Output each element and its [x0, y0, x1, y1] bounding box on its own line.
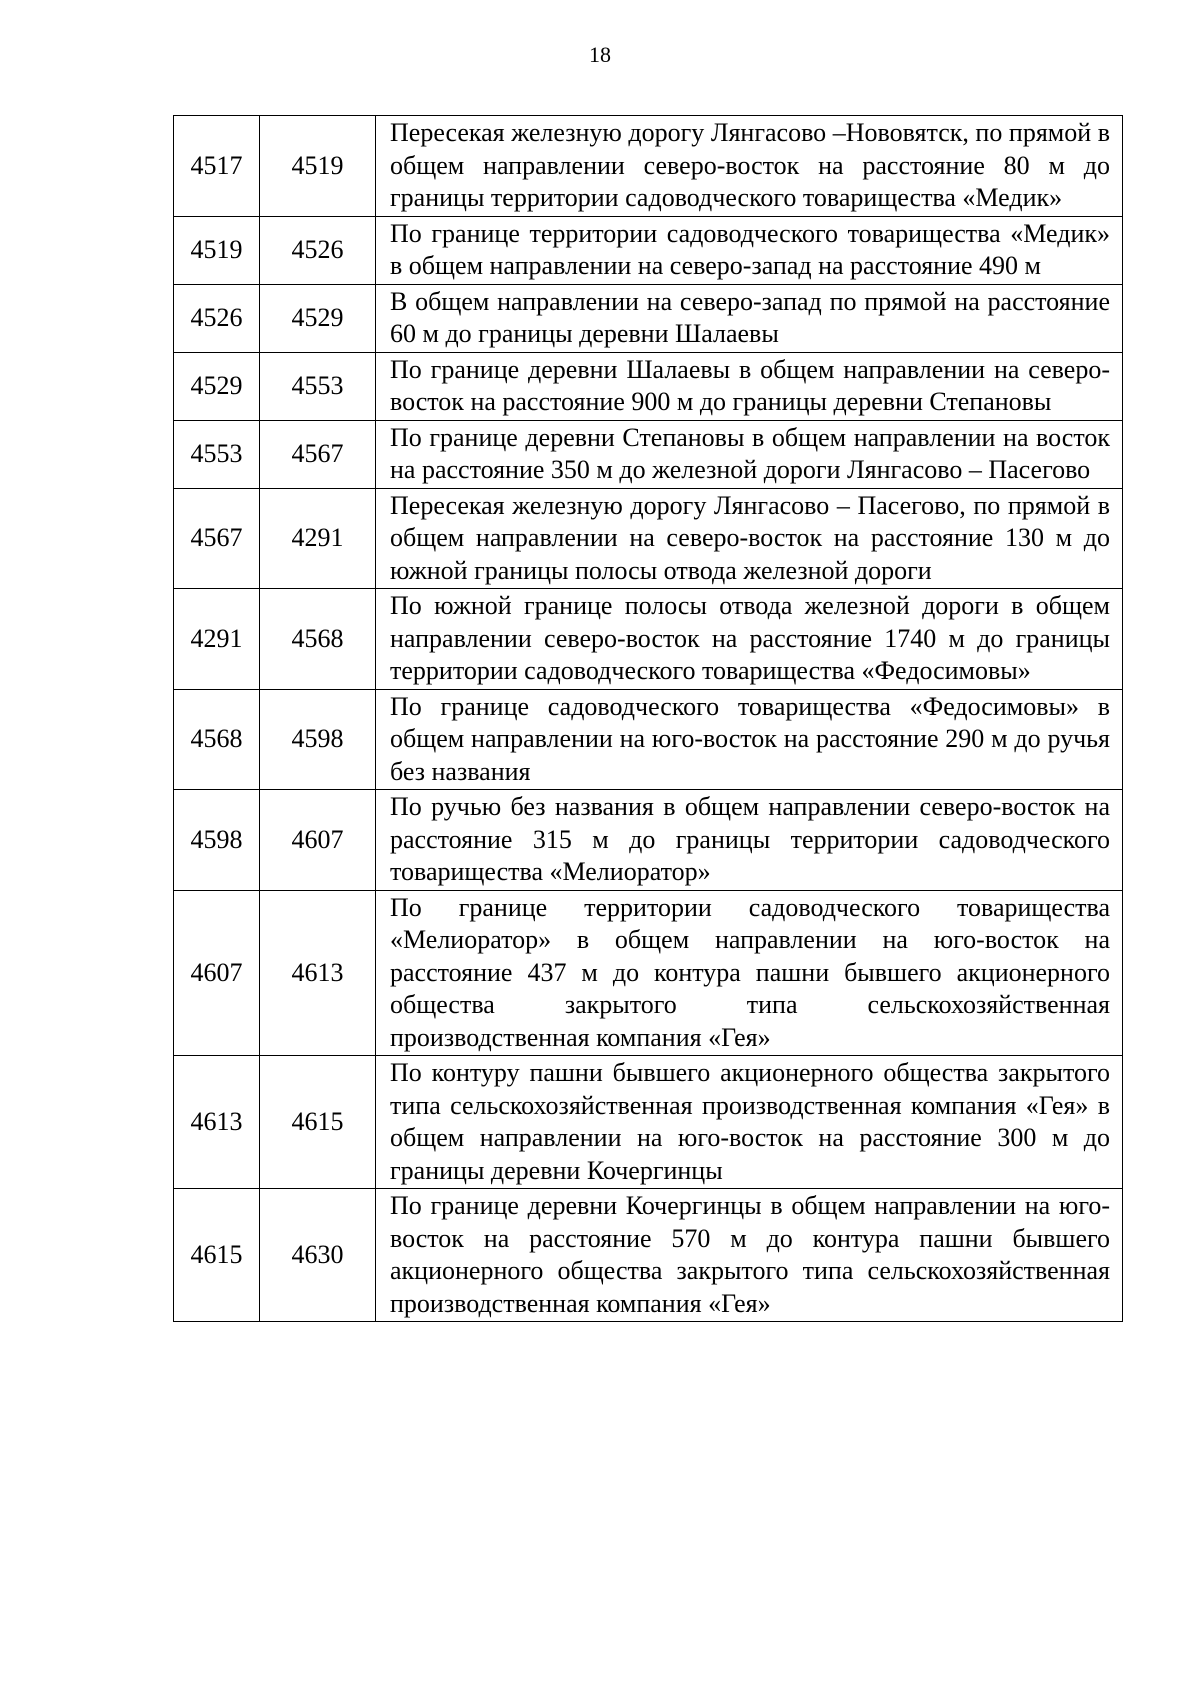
- start-point-cell: 4291: [174, 589, 260, 690]
- end-point-cell: 4519: [260, 116, 376, 217]
- boundary-description-cell: По южной границе полосы отвода железной дороги в общем направлении северо-восток на расстояние 1740 м до границы территории садоводческого товарищества «Федосимовы»: [376, 589, 1123, 690]
- boundary-description-cell: По контуру пашни бывшего акционерного общества закрытого типа сельскохозяйственная производственная компания «Гея» в общем направлении на юго-восток на расстояние 300 м до границы деревни Кочергинцы: [376, 1056, 1123, 1189]
- boundary-description-cell: Пересекая железную дорогу Лянгасово –Нововятск, по прямой в общем направлении северо-восток на расстояние 80 м до границы территории садоводческого товарищества «Медик»: [376, 116, 1123, 217]
- start-point-cell: 4517: [174, 116, 260, 217]
- start-point-cell: 4519: [174, 216, 260, 284]
- start-point-cell: 4613: [174, 1056, 260, 1189]
- table-row: [174, 1189, 1123, 1322]
- end-point-cell: 4607: [260, 790, 376, 891]
- start-point-cell: 4607: [174, 890, 260, 1056]
- end-point-cell: 4568: [260, 589, 376, 690]
- end-point-cell: 4598: [260, 689, 376, 790]
- end-point-cell: 4567: [260, 420, 376, 488]
- end-point-cell: 4291: [260, 488, 376, 589]
- start-point-cell: 4568: [174, 689, 260, 790]
- boundary-description-table: [173, 115, 1123, 1322]
- end-point-cell: 4613: [260, 890, 376, 1056]
- table-row: [174, 420, 1123, 488]
- boundary-description-cell: По границе территории садоводческого товарищества «Мелиоратор» в общем направлении на юго-восток на расстояние 437 м до контура пашни бывшего акционерного общества закрытого типа сельскохозяйственная производственная компания «Гея»: [376, 890, 1123, 1056]
- boundary-description-cell: Пересекая железную дорогу Лянгасово – Пасегово, по прямой в общем направлении на северо-восток на расстояние 130 м до южной границы полосы отвода железной дороги: [376, 488, 1123, 589]
- end-point-cell: 4529: [260, 284, 376, 352]
- start-point-cell: 4553: [174, 420, 260, 488]
- table-row: [174, 689, 1123, 790]
- page-number: 18: [589, 42, 611, 67]
- end-point-cell: 4526: [260, 216, 376, 284]
- start-point-cell: 4526: [174, 284, 260, 352]
- start-point-cell: 4529: [174, 352, 260, 420]
- end-point-cell: 4615: [260, 1056, 376, 1189]
- end-point-cell: 4553: [260, 352, 376, 420]
- boundary-description-cell: По границе деревни Кочергинцы в общем направлении на юго-восток на расстояние 570 м до контура пашни бывшего акционерного общества закрытого типа сельскохозяйственная производственная компания «Гея»: [376, 1189, 1123, 1322]
- boundary-description-cell: По границе деревни Степановы в общем направлении на восток на расстояние 350 м до железной дороги Лянгасово – Пасегово: [376, 420, 1123, 488]
- boundary-description-cell: По границе деревни Шалаевы в общем направлении на северо-восток на расстояние 900 м до границы деревни Степановы: [376, 352, 1123, 420]
- table-row: [174, 1056, 1123, 1189]
- boundary-description-cell: По границе садоводческого товарищества «Федосимовы» в общем направлении на юго-восток на расстояние 290 м до ручья без названия: [376, 689, 1123, 790]
- start-point-cell: 4598: [174, 790, 260, 891]
- table-body: [174, 116, 1123, 1322]
- boundary-description-cell: По границе территории садоводческого товарищества «Медик» в общем направлении на северо-запад на расстояние 490 м: [376, 216, 1123, 284]
- start-point-cell: 4615: [174, 1189, 260, 1322]
- table-row: [174, 116, 1123, 217]
- start-point-cell: 4567: [174, 488, 260, 589]
- end-point-cell: 4630: [260, 1189, 376, 1322]
- boundary-description-cell: По ручью без названия в общем направлении северо-восток на расстояние 315 м до границы территории садоводческого товарищества «Мелиоратор»: [376, 790, 1123, 891]
- table-row: [174, 589, 1123, 690]
- table-row: [174, 216, 1123, 284]
- table-row: [174, 352, 1123, 420]
- table-row: [174, 890, 1123, 1056]
- boundary-description-cell: В общем направлении на северо-запад по прямой на расстояние 60 м до границы деревни Шалаевы: [376, 284, 1123, 352]
- table-row: [174, 790, 1123, 891]
- table-row: [174, 284, 1123, 352]
- table-row: [174, 488, 1123, 589]
